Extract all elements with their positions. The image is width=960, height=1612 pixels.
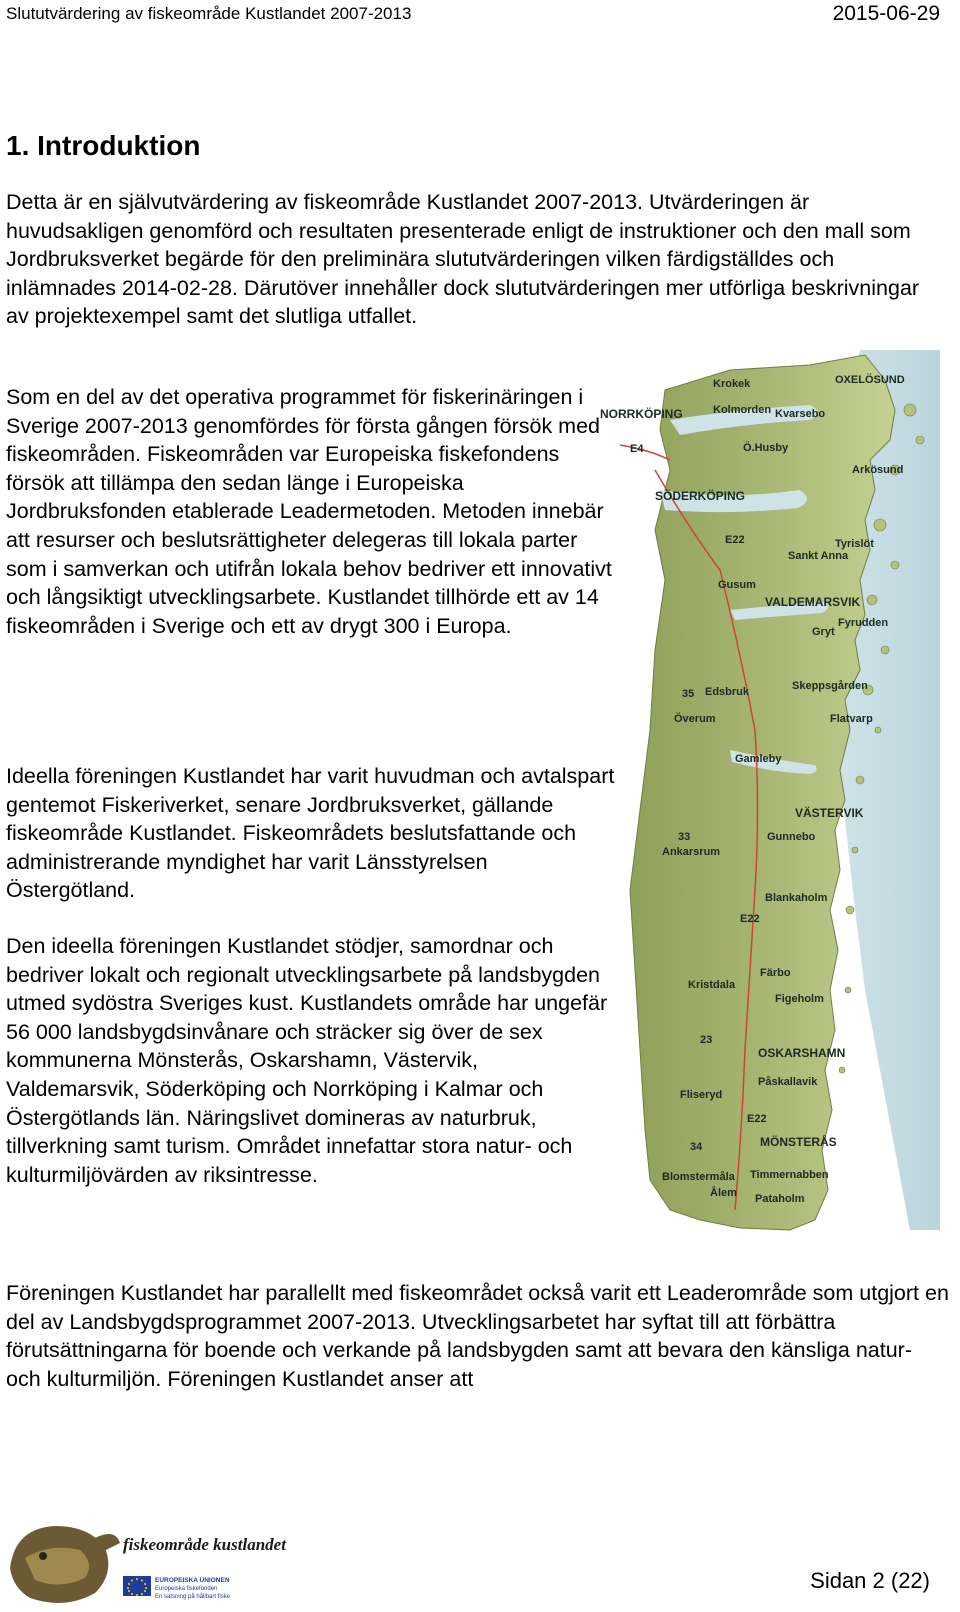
paragraph-region: Den ideella föreningen Kustlandet stödjer, samordnar och bedriver lokalt och regionalt utvecklingsarbete på landsbygden utmed sydöstra Sveriges kust. Kustlandets område har ungefär 56 000 landsbygdsinvånare och sträcker sig över de sex kommunerna Mönsterås, Oskarshamn, Västervik, Valdemarsvik, Söderköping och Norrköping i Kalmar och Östergötlands län. Näringslivet domineras av naturbruk, tillverkning samt turism. Området innefattar stora natur- och kulturmiljövärden av riksintresse. [6, 934, 608, 1187]
paragraph-association: Ideella föreningen Kustlandet har varit huvudman och avtalspart gentemot Fiskeriverket, senare Jordbruksverket, gällande fiskeområde Kustlandet. Fiskeområdets beslutsfattande och administrerande myndighet har varit Länsstyrelsen Östergötland. [6, 764, 615, 903]
coastal-region-map [600, 350, 940, 1265]
label-ohusby: Ö.Husby [743, 442, 789, 454]
eu-text-line3: En satsning på hållbart fiske [155, 1594, 231, 1600]
eu-flag-icon [123, 1576, 151, 1596]
label-timmernabben: Timmernabben [750, 1169, 829, 1181]
label-gunnebo: Gunnebo [767, 831, 816, 843]
label-kvarsebo: Kvarsebo [775, 408, 826, 420]
label-figeholm: Figeholm [775, 993, 824, 1005]
label-kristdala: Kristdala [688, 979, 736, 991]
label-road-23: 23 [700, 1034, 713, 1046]
label-oskarshamn: OSKARSHAMN [758, 1046, 846, 1060]
label-flatvarp: Flatvarp [830, 713, 873, 725]
label-krokek: Krokek [713, 378, 751, 390]
label-kolmorden: Kolmorden [713, 404, 772, 416]
label-blankaholm: Blankaholm [765, 892, 828, 904]
label-monsteras: MÖNSTERÅS [760, 1135, 837, 1149]
label-farbo: Färbo [760, 967, 791, 979]
label-fyrudden: Fyrudden [838, 617, 889, 629]
label-road-34: 34 [690, 1141, 703, 1153]
label-skeppsgarden: Skeppsgården [792, 680, 868, 692]
label-e22-south: E22 [747, 1113, 767, 1125]
footer-logo-text: fiskeområde kustlandet [123, 1535, 286, 1554]
fish-logo-icon [10, 1526, 120, 1603]
label-blomstermala: Blomstermåla [662, 1171, 735, 1183]
label-ankarsrum: Ankarsrum [662, 846, 721, 858]
label-paskallavik: Påskallavik [758, 1076, 818, 1088]
label-sankt-anna: Sankt Anna [788, 550, 849, 562]
label-gamleby: Gamleby [735, 753, 782, 765]
label-vastervik: VÄSTERVIK [795, 806, 864, 820]
paragraph-operative-program: Som en del av det operativa programmet för fiskerinäringen i Sverige 2007-2013 genomfördes för första gången försök med fiskeområden. Fiskeområden var Europeiska fiskefondens försök att tillämpa den sedan länge i Europeiska Jordbruksfonden etablerade Leadermetoden. Metoden innebär att resurser och beslutsrättigheter delegeras till lokala parter som i samverkan och utifrån lokala behov bedriver ett innovativt och långsiktigt utvecklingsarbete. Kustlandet tillhörde ett av 14 fiskeområden i Sverige och ett av drygt 300 i Europa. [6, 385, 612, 638]
page-number: Sidan 2 (22) [810, 1568, 930, 1593]
paragraph-leader: Föreningen Kustlandet har parallellt med fiskeområdet också varit ett Leaderområde som utgjort en del av Landsbygdsprogrammet 2007-2013. Utvecklingsarbetet har syftat till att förbättra förutsättningarna för boende och verkande på landsbygden samt att bevara den känsliga natur- och kulturmiljön. Föreningen Kustlandet anser att [6, 1281, 949, 1391]
label-road-35: 35 [682, 688, 695, 700]
label-road-33: 33 [678, 831, 691, 843]
label-gryt: Gryt [812, 626, 835, 638]
label-gusum: Gusum [718, 579, 756, 591]
label-alem: Ålem [710, 1187, 737, 1199]
paragraph-intro: Detta är en självutvärdering av fiskeområde Kustlandet 2007-2013. Utvärderingen är huvudsakligen genomförd och resultaten presenterade enligt de instruktioner och den mall som Jordbruksverket begärde för den preliminära slututvärderingen vilken färdigställdes och inlämnades 2014-02-28. Därutöver innehåller dock slututvärderingen mer utförliga beskrivningar av projektexempel samt det slutliga utfallet. [6, 190, 920, 329]
label-soderkoping: SÖDERKÖPING [655, 489, 746, 503]
label-fliseryd: Fliseryd [680, 1089, 723, 1101]
label-overum: Överum [674, 713, 716, 725]
label-oxelosund: OXELÖSUND [835, 374, 905, 386]
eu-text-line2: Europeiska fiskefonden [155, 1586, 218, 1592]
footer-logo [5, 1518, 286, 1608]
header-date: 2015-06-29 [832, 2, 940, 25]
eu-text-line1: EUROPEISKA UNIONEN [155, 1577, 230, 1584]
label-edsbruk: Edsbruk [705, 686, 750, 698]
label-pataholm: Pataholm [755, 1193, 805, 1205]
label-valdemarsvik: VALDEMARSVIK [765, 595, 861, 609]
section-heading: 1. Introduktion [6, 130, 201, 161]
road-e4 [620, 445, 670, 460]
label-tyrislot: Tyrislöt [835, 538, 874, 550]
label-e4: E4 [630, 443, 644, 455]
label-e22-mid: E22 [740, 913, 760, 925]
label-arkosund: Arkösund [852, 464, 904, 476]
header-title: Slututvärdering av fiskeområde Kustlandet 2007-2013 [6, 4, 412, 23]
label-norrkoping: NORRKÖPING [600, 407, 683, 421]
label-e22-north: E22 [725, 534, 745, 546]
